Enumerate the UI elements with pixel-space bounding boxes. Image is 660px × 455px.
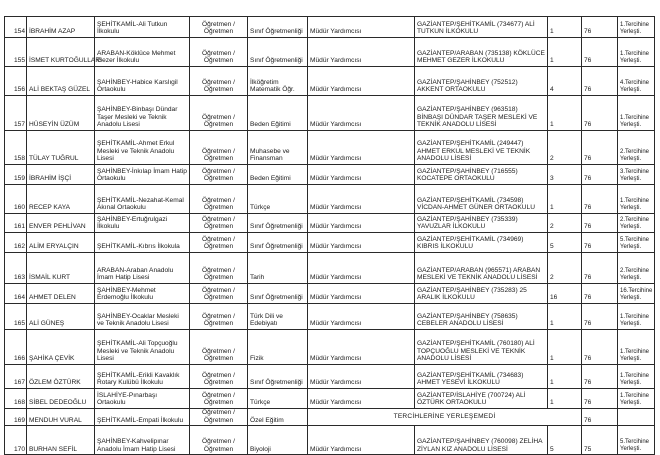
current-school: ŞAHİNBEY-Ertuğrulgazi İlkokulu [95,214,190,233]
position: Müdür Yardımcısı [308,284,415,304]
person-name: İSMET KURTOĞULLARI [27,38,95,67]
table-row [5,165,655,185]
preference-number: 1 [548,304,582,330]
branch: Özel Eğitim [248,409,308,426]
result: 1.Tercihine Yerleşti. [618,38,655,67]
row-number: 160 [5,185,27,214]
branch: Fizik [248,330,308,365]
preference-number: 1 [548,185,582,214]
preference-number: 2 [548,214,582,233]
position: Müdür Yardımcısı [308,17,415,38]
score: 76 [582,165,618,185]
current-school: ŞAHİNBEY-Habice Karslıgil Ortaokulu [95,67,190,96]
current-school: ŞAHİNBEY-Ocaklar Mesleki ve Teknik Anadolu Lisesi [95,304,190,330]
title: Öğretmen / Öğretmen [190,96,248,131]
table-row [5,96,655,131]
score: 76 [582,304,618,330]
title: Öğretmen / Öğretmen [190,131,248,165]
table-row [5,17,655,38]
result: 3.Tercihine Yerleşti. [618,165,655,185]
branch: Biyoloji [248,426,308,455]
current-school: ARABAN-Köklüce Mehmet Gezer İlkokulu [95,38,190,67]
person-name: BURHAN SEFİL [27,426,95,455]
placement-school: GAZİANTEP/ŞAHİNBEY (760098) ZELİHA ZİYLAN KIZ ANADOLU LİSESİ [415,426,548,455]
row-number: 162 [5,233,27,253]
person-name: ALİM ERYALÇIN [27,233,95,253]
score: 76 [582,409,618,426]
table-row [5,426,655,455]
table-row [5,253,655,284]
result: 1.Tercihine Yerleşti. [618,185,655,214]
current-school: ŞAHİNBEY-İnkılap İmam Hatip Ortaokulu [95,165,190,185]
position: Müdür Yardımcısı [308,131,415,165]
branch: Türkçe [248,185,308,214]
title: Öğretmen / Öğretmen [190,185,248,214]
title: Öğretmen / Öğretmen [190,365,248,389]
title: Öğretmen / Öğretmen [190,165,248,185]
row-number: 158 [5,131,27,165]
score: 76 [582,96,618,131]
person-name: ENVER PEHLİVAN [27,214,95,233]
placement-school: GAZİANTEP/ŞEHİTKAMİL (734677) ALİ TUTKUN İLKOKULU [415,17,548,38]
position: Müdür Yardımcısı [308,365,415,389]
person-name: SİBEL DEDEOĞLU [27,389,95,409]
placement-school: GAZİANTEP/ŞAHİNBEY (735339) YAVUZLAR İLKOKULU [415,214,548,233]
score: 76 [582,17,618,38]
result: 2.Tercihine Yerleşti. [618,131,655,165]
position: Müdür Yardımcısı [308,214,415,233]
person-name: AHMET DELEN [27,284,95,304]
preference-number: 1 [548,330,582,365]
branch: Türk Dili ve Edebiyatı [248,304,308,330]
score: 76 [582,131,618,165]
row-number: 170 [5,426,27,455]
position: Müdür Yardımcısı [308,304,415,330]
preference-number: 1 [548,96,582,131]
result: 16.Tercihine Yerleşti. [618,284,655,304]
result: 1.Tercihine Yerleşti. [618,365,655,389]
placement-school: GAZİANTEP/ŞEHİTKAMİL (734598) VİCDAN-AHMET GÜNER ORTAOKULU [415,185,548,214]
table-row [5,330,655,365]
score: 76 [582,233,618,253]
current-school: ARABAN-Araban Anadolu İmam Hatip Lisesi [95,253,190,284]
placement-school: GAZİANTEP/ARABAN (735138) KÖKLÜCE MEHMET GEZER İLKOKULU [415,38,548,67]
row-number: 164 [5,284,27,304]
current-school: İSLAHİYE-Pınarbaşı Ortaokulu [95,389,190,409]
placement-school: GAZİANTEP/ŞEHİTKAMİL (760180) ALİ TOPÇUOĞLU MESLEKİ VE TEKNİK ANADOLU LİSESİ [415,330,548,365]
result: 2.Tercihine Yerleşti. [618,214,655,233]
branch: Beden Eğitimi [248,96,308,131]
placement-school: GAZİANTEP/ŞAHİNBEY (752512) AKKENT ORTAOKULU [415,67,548,96]
title: Öğretmen / Öğretmen [190,389,248,409]
placement-school: GAZİANTEP/ŞAHİNBEY (963518) BİNBAŞI DÜNDAR TAŞER MESLEKİ VE TEKNİK ANADOLU LİSESİ [415,96,548,131]
person-name: İSMAİL KURT [27,253,95,284]
score: 76 [582,214,618,233]
branch: Sınıf Öğretmenliği [248,17,308,38]
result: 4.Tercihine Yerleşti. [618,67,655,96]
score: 76 [582,185,618,214]
row-number: 161 [5,214,27,233]
result: 1.Tercihine Yerleşti. [618,304,655,330]
score: 76 [582,67,618,96]
row-number: 163 [5,253,27,284]
branch: Sınıf Öğretmenliği [248,284,308,304]
branch: İlköğretim Matematik Öğr. [248,67,308,96]
table-row [5,185,655,214]
result: 1.Tercihine Yerleşti. [618,17,655,38]
position: Müdür Yardımcısı [308,233,415,253]
score: 76 [582,38,618,67]
row-number: 156 [5,67,27,96]
branch: Sınıf Öğretmenliği [248,214,308,233]
placement-school: GAZİANTEP/ŞAHİNBEY (758635) CEBELER ANADOLU LİSESİ [415,304,548,330]
placement-school: GAZİANTEP/ARABAN (965571) ARABAN MESLEKİ VE TEKNİK ANADOLU LİSESİ [415,253,548,284]
preference-number: 5 [548,233,582,253]
person-name: ALİ BEKTAŞ GÜZEL [27,67,95,96]
current-school: ŞEHİTKAMİL-Erikli Kavaklık Rotary Kulübü İlkokulu [95,365,190,389]
result: 1.Tercihine Yerleşti. [618,96,655,131]
score: 76 [582,389,618,409]
position: Müdür Yardımcısı [308,253,415,284]
result [618,409,655,426]
preference-number: 2 [548,131,582,165]
title: Öğretmen / Öğretmen [190,304,248,330]
title: Öğretmen / Öğretmen [190,233,248,253]
person-name: RECEP KAYA [27,185,95,214]
row-number: 165 [5,304,27,330]
title: Öğretmen / Öğretmen [190,38,248,67]
position: Müdür Yardımcısı [308,165,415,185]
title: Öğretmen / Öğretmen [190,426,248,455]
table-row [5,409,655,426]
result: 1.Tercihine Yerleşti. [618,389,655,409]
not-placed-note: TERCİHLERİNE YERLEŞEMEDİ [308,409,582,426]
placement-school: GAZİANTEP/ŞEHİTKAMİL (734969) KIBRIS İLKOKULU [415,233,548,253]
position: Müdür Yardımcısı [308,330,415,365]
table-row [5,214,655,233]
result: 5.Tercihine Yerleşti. [618,233,655,253]
title: Öğretmen / Öğretmen [190,330,248,365]
person-name: ÖZLEM ÖZTÜRK [27,365,95,389]
table-row [5,389,655,409]
table-row [5,304,655,330]
branch: Sınıf Öğretmenliği [248,365,308,389]
result: 1.Tercihine Yerleşti. [618,330,655,365]
title: Öğretmen / Öğretmen [190,17,248,38]
placement-school: GAZİANTEP/ŞEHİTKAMİL (734683) AHMET YESEVİ İLKOKULU [415,365,548,389]
result: 2.Tercihine Yerleşti. [618,253,655,284]
branch: Beden Eğitimi [248,165,308,185]
score: 76 [582,284,618,304]
row-number: 157 [5,96,27,131]
preference-number: 1 [548,365,582,389]
row-number: 168 [5,389,27,409]
result: 5.Tercihine Yerleşti. [618,426,655,455]
title: Öğretmen / Öğretmen [190,214,248,233]
position: Müdür Yardımcısı [308,38,415,67]
person-name: İBRAHİM İŞÇİ [27,165,95,185]
current-school: ŞEHİTKAMİL-Ahmet Erkul Mesleki ve Teknik Anadolu Lisesi [95,131,190,165]
current-school: ŞEHİTKAMİL-Ali Topçuoğlu Mesleki ve Teknik Anadolu Lisesi [95,330,190,365]
current-school: ŞEHİTKAMİL-Kıbrıs İlkokula [95,233,190,253]
branch: Sınıf Öğretmenliği [248,233,308,253]
person-name: TÜLAY TUĞRUL [27,131,95,165]
position: Müdür Yardımcısı [308,67,415,96]
table-row [5,67,655,96]
placement-school: GAZİANTEP/ŞAHİNBEY (716555) KOCATEPE ORTAOKULU [415,165,548,185]
table-row [5,38,655,67]
position: Müdür Yardımcısı [308,389,415,409]
current-school: ŞEHİTKAMİL-Ali Tutkun İlkokulu [95,17,190,38]
row-number: 155 [5,38,27,67]
placement-school: GAZİANTEP/ŞAHİNBEY (735283) 25 ARALIK İLKOKULU [415,284,548,304]
title: Öğretmen / Öğretmen [190,284,248,304]
row-number: 159 [5,165,27,185]
table-row [5,131,655,165]
branch: Türkçe [248,389,308,409]
results-table [4,16,655,455]
table-row [5,284,655,304]
table-row [5,365,655,389]
preference-number: 1 [548,17,582,38]
current-school: ŞEHİTKAMİL-Empati İlkokulu [95,409,190,426]
preference-number: 4 [548,67,582,96]
person-name: ALİ GÜNEŞ [27,304,95,330]
score: 76 [582,253,618,284]
preference-number: 2 [548,253,582,284]
preference-number: 5 [548,426,582,455]
branch: Tarih [248,253,308,284]
position: Müdür Yardımcısı [308,426,415,455]
current-school: ŞAHİNBEY-Mehmet Erdemoğlu İlkokulu [95,284,190,304]
placement-school: GAZİANTEP/İSLAHİYE (700724) ALİ ÖZTÜRK ORTAOKULU [415,389,548,409]
preference-number: 16 [548,284,582,304]
preference-number: 1 [548,389,582,409]
person-name: HÜSEYİN ÜZÜM [27,96,95,131]
score: 76 [582,330,618,365]
person-name: MENDUH VURAL [27,409,95,426]
title: Öğretmen / Öğretmen [190,253,248,284]
row-number: 154 [5,17,27,38]
preference-number: 1 [548,38,582,67]
current-school: ŞAHİNBEY-Binbaşı Dündar Taşer Mesleki ve Teknik Anadolu Lisesi [95,96,190,131]
current-school: ŞAHİNBEY-Kahvelipınar Anadolu İmam Hatip Lisesi [95,426,190,455]
title: Öğretmen / Öğretmen [190,67,248,96]
current-school: ŞEHİTKAMİL-Nezahat-Kemal Akınal Ortaokulu [95,185,190,214]
branch: Muhasebe ve Finansman [248,131,308,165]
branch: Sınıf Öğretmenliği [248,38,308,67]
position: Müdür Yardımcısı [308,96,415,131]
row-number: 167 [5,365,27,389]
score: 76 [582,365,618,389]
person-name: ŞAHİKA ÇEVİK [27,330,95,365]
title: Öğretmen / Öğretmen [190,409,248,426]
row-number: 166 [5,330,27,365]
table-row [5,233,655,253]
placement-school: GAZİANTEP/ŞEHİTKAMİL (249447) AHMET ERKUL MESLEKİ VE TEKNİK ANADOLU LİSESİ [415,131,548,165]
preference-number: 3 [548,165,582,185]
position: Müdür Yardımcısı [308,185,415,214]
score: 75 [582,426,618,455]
person-name: İBRAHİM AZAP [27,17,95,38]
row-number: 169 [5,409,27,426]
